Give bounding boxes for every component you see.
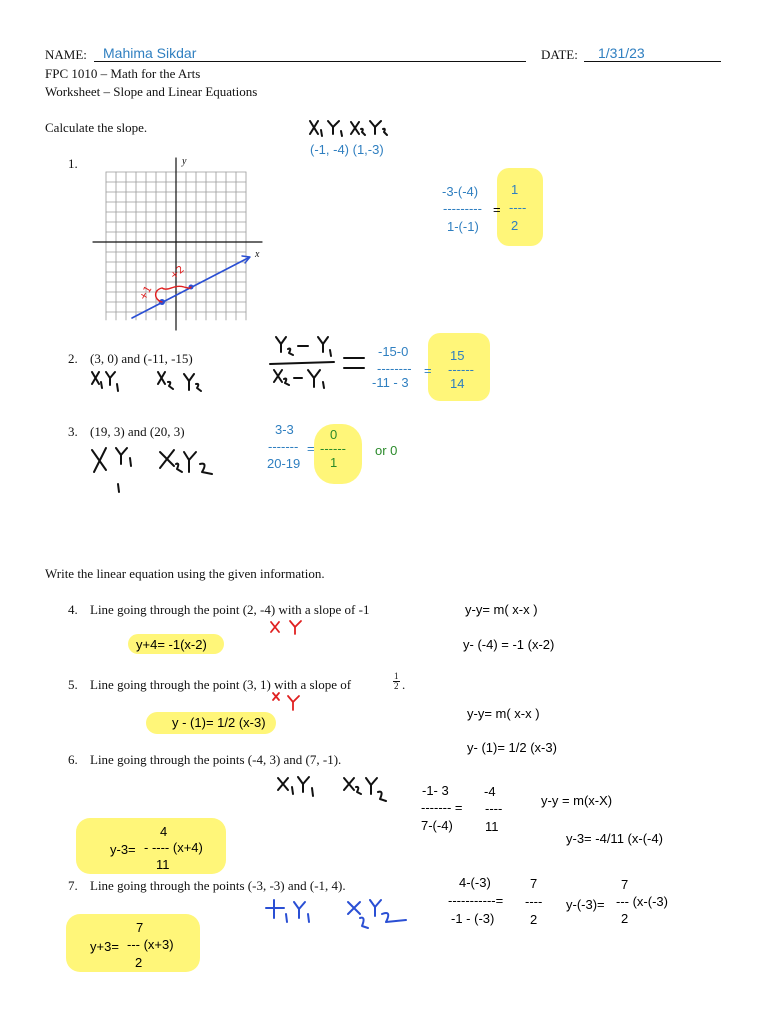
problem1-result-den: 2 [511, 218, 519, 233]
problem2-result-bar: ------ [448, 362, 474, 377]
date-label: DATE: [541, 47, 578, 62]
problem6-work: y-3= -4/11 (x-(-4) [566, 831, 663, 846]
problem7-work-den: 2 [621, 911, 629, 926]
problem5-slope-fraction [393, 672, 400, 691]
course-title: FPC 1010 – Math for the Arts [45, 66, 201, 81]
problem3-result-bar: ------ [320, 441, 346, 456]
problem7-work-mid: --- (x-(-3) [616, 894, 668, 909]
problem5-period: . [402, 677, 406, 692]
problem4-number: 4. [68, 602, 78, 617]
hand-rise-label: +2 [168, 264, 187, 282]
problem1-result-bar: ---- [509, 200, 527, 215]
problem7-slope-bar: -----------= [448, 893, 504, 908]
problem2-result-num: 15 [450, 348, 465, 363]
problem7-ans-top: 7 [136, 920, 144, 935]
graph-axes [93, 158, 262, 330]
graph-x-label: x [255, 249, 260, 260]
date-value: 1/31/23 [598, 45, 645, 61]
problem4-prompt: Line going through the point (2, -4) with a slope of -1 [90, 602, 370, 617]
problem6-ans-bottom: 11 [156, 857, 170, 872]
problem2-denominator: -11 - 3 [372, 375, 409, 390]
problem3-bar: ------- [268, 439, 299, 454]
problem7-res-den: 2 [530, 912, 538, 927]
problem7-ans-mid: --- (x+3) [127, 937, 174, 952]
problem6-prompt: Line going through the points (-4, 3) and (7, -1). [90, 752, 342, 767]
problem3-result-num: 0 [330, 427, 338, 442]
hand-xy-p4 [268, 618, 308, 636]
problem5-formula: y-y= m( x-x ) [467, 706, 540, 721]
problem3-equals: = [307, 441, 315, 456]
problem7-slope-den: -1 - (-3) [451, 911, 495, 926]
problem4-work: y- (-4) = -1 (x-2) [463, 637, 555, 652]
problem6-formula: y-y = m(x-X) [541, 793, 613, 808]
section1-instruction: Calculate the slope. [45, 120, 148, 135]
problem7-number: 7. [68, 878, 78, 893]
hand-x1y1x2y2-p1 [306, 116, 398, 140]
problem5-prompt: Line going through the point (3, 1) with a slope of [90, 677, 352, 692]
problem4-formula: y-y= m( x-x ) [465, 602, 538, 617]
problem5-frac-num: 1 [394, 671, 399, 681]
date-underline [584, 61, 721, 62]
problem3-number: 3. [68, 424, 78, 439]
problem6-slope-num: -1- 3 [422, 783, 449, 798]
name-label: NAME: [45, 47, 87, 62]
hand-labels-p3 [88, 442, 228, 494]
problem6-res-den: 11 [485, 819, 499, 834]
problem5-frac-den: 2 [394, 681, 399, 691]
problem2-number: 2. [68, 351, 78, 366]
problem7-work-num: 7 [621, 877, 629, 892]
hand-labels-p6 [274, 772, 394, 806]
problem5-answer: y - (1)= 1/2 (x-3) [172, 715, 266, 730]
problem1-equals: = [493, 202, 501, 217]
hand-labels-p2 [88, 368, 218, 396]
problem1-numerator: -3-(-4) [442, 184, 479, 199]
name-underline [94, 61, 526, 62]
problem7-res-num: 7 [530, 876, 538, 891]
problem4-answer: y+4= -1(x-2) [136, 637, 207, 652]
problem3-or-zero: or 0 [375, 443, 398, 458]
problem1-bar: --------- [443, 201, 482, 216]
problem1-number: 1. [68, 156, 78, 171]
problem2-numerator: -15-0 [378, 344, 409, 359]
coordinate-graph [88, 152, 270, 334]
problem6-slope-bar: ------- = [421, 800, 463, 815]
problem1-denominator: 1-(-1) [447, 219, 479, 234]
problem1-points: (-1, -4) (1,-3) [310, 142, 384, 157]
problem5-work: y- (1)= 1/2 (x-3) [467, 740, 557, 755]
problem7-ans-bottom: 2 [135, 955, 143, 970]
section2-instruction: Write the linear equation using the given information. [45, 566, 325, 581]
problem3-denominator: 20-19 [267, 456, 301, 471]
graph-y-label: y [182, 156, 187, 167]
problem6-number: 6. [68, 752, 78, 767]
worksheet-title: Worksheet – Slope and Linear Equations [45, 84, 258, 99]
hand-run-label: +1 [137, 284, 155, 303]
problem6-ans-left: y-3= [110, 842, 136, 857]
problem7-ans-left: y+3= [90, 939, 119, 954]
hand-labels-p7 [264, 896, 414, 932]
problem6-ans-top: 4 [160, 824, 168, 839]
problem7-slope-num: 4-(-3) [459, 875, 491, 890]
hand-slope-formula [268, 332, 370, 398]
problem1-result-num: 1 [511, 182, 519, 197]
problem3-result-den: 1 [330, 455, 338, 470]
problem2-bar: -------- [377, 361, 412, 376]
problem6-res-num: -4 [484, 784, 496, 799]
problem3-prompt: (19, 3) and (20, 3) [90, 424, 185, 439]
problem2-equals: = [424, 363, 432, 378]
problem7-prompt: Line going through the points (-3, -3) and (-1, 4). [90, 878, 346, 893]
problem6-res-bar: ---- [485, 801, 503, 816]
problem6-slope-den: 7-(-4) [421, 818, 453, 833]
problem2-result-den: 14 [450, 376, 465, 391]
problem7-res-bar: ---- [525, 894, 543, 909]
problem6-ans-mid: - ---- (x+4) [144, 840, 203, 855]
problem2-prompt: (3, 0) and (-11, -15) [90, 351, 193, 366]
hand-xy-p5 [270, 690, 304, 712]
problem3-numerator: 3-3 [275, 422, 294, 437]
problem7-work-left: y-(-3)= [566, 897, 605, 912]
name-value: Mahima Sikdar [103, 45, 197, 61]
problem5-number: 5. [68, 677, 78, 692]
